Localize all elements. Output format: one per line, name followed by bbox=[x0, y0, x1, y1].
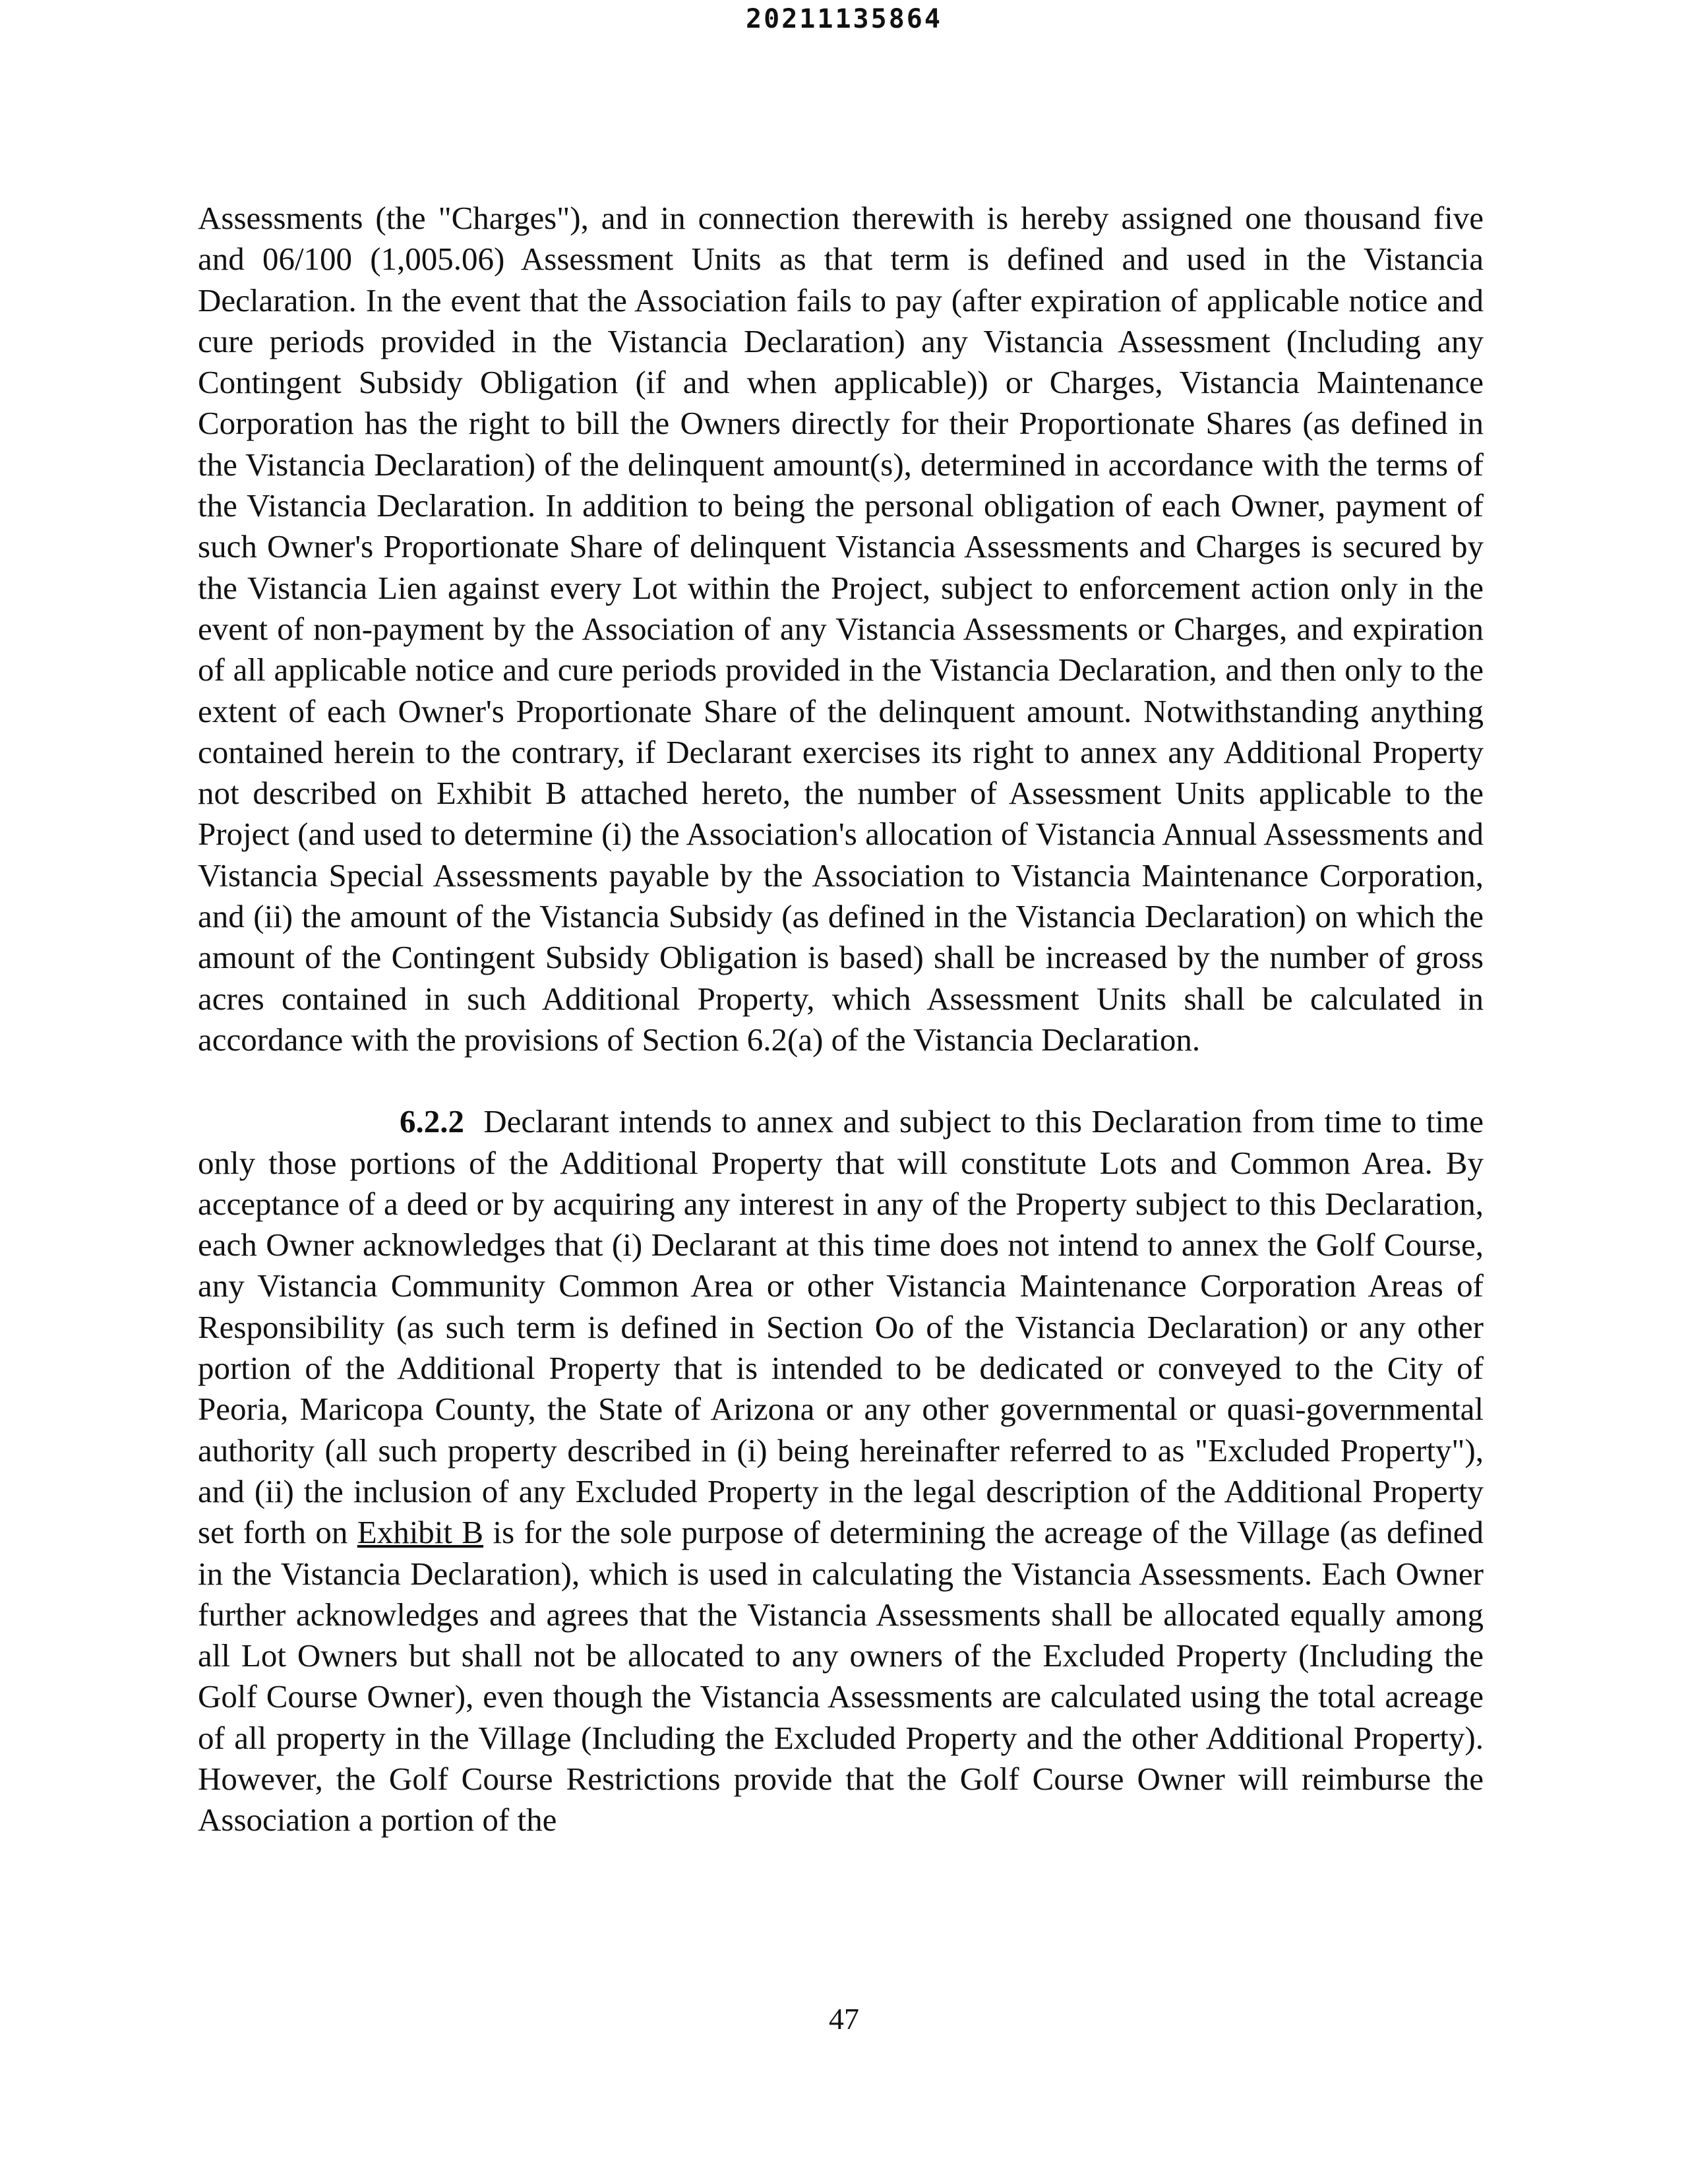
paragraph-assessment-units: Assessments (the "Charges"), and in connection therewith is hereby assigned one thousand five and 06/100 (1,005.06) Assessment Units as that term is defined and used in the Vistancia Declaration. In the event that the Association fails to pay (after expiration of applicable notice and cure periods provided in the Vistancia Declaration) any Vistancia Assessment (Including any Contingent Subsidy Obligation (if and when applicable)) or Charges, Vistancia Maintenance Corporation has the right to bill the Owners directly for their Proportionate Shares (as defined in the Vistancia Declaration) of the delinquent amount(s), determined in accordance with the terms of the Vistancia Declaration. In addition to being the personal obligation of each Owner, payment of such Owner's Proportionate Share of delinquent Vistancia Assessments and Charges is secured by the Vistancia Lien against every Lot within the Project, subject to enforcement action only in the event of non-payment by the Association of any Vistancia Assessments or Charges, and expiration of all applicable notice and cure periods provided in the Vistancia Declaration, and then only to the extent of each Owner's Proportionate Share of the delinquent amount. Notwithstanding anything contained herein to the contrary, if Declarant exercises its right to annex any Additional Property not described on Exhibit B attached hereto, the number of Assessment Units applicable to the Project (and used to determine (i) the Association's allocation of Vistancia Annual Assessments and Vistancia Special Assessments payable by the Association to Vistancia Maintenance Corporation, and (ii) the amount of the Vistancia Subsidy (as defined in the Vistancia Declaration) on which the amount of the Contingent Subsidy Obligation is based) shall be increased by the number of gross acres contained in such Additional Property, which Assessment Units shall be calculated in accordance with the provisions of Section 6.2(a) of the Vistancia Declaration. bbox=[198, 200, 1484, 1058]
exhibit-b-reference: Exhibit B bbox=[357, 1514, 484, 1551]
section-text: Declarant intends to annex and subject to this Declaration from time to time only those portions of the Additional Property that will constitute Lots and Common Area. By acceptance of a deed or by acquiring any interest in any of the Property subject to this Declaration, each Owner acknowledges that (i) Declarant at this time does not intend to annex the Golf Course, any Vistancia Community Common Area or other Vistancia Maintenance Corporation Areas of Responsibility (as such term is defined in Section Oo of the Vistancia Declaration) or any other portion of the Additional Property that is intended to be dedicated or conveyed to the City of Peoria, Maricopa County, the State of Arizona or any other governmental or quasi-governmental authority (all such property described in (i) being hereinafter referred to as "Excluded Property"), and (ii) the inclusion of any Excluded Property in the legal description of the Additional Property set forth on bbox=[198, 1103, 1484, 1551]
section-6-2-2 bbox=[198, 1101, 1484, 1840]
page-number: 47 bbox=[829, 2002, 859, 2036]
section-number: 6.2.2 bbox=[400, 1103, 464, 1140]
recording-number: 20211135864 bbox=[746, 4, 942, 34]
section-text-continued: is for the sole purpose of determining the acreage of the Village (as defined in the Vistancia Declaration), which is used in calculating the Vistancia Assessments. Each Owner further acknowledges and agrees that the Vistancia Assessments shall be allocated equally among all Lot Owners but shall not be allocated to any owners of the Excluded Property (Including the Golf Course Owner), even though the Vistancia Assessments are calculated using the total acreage of all property in the Village (Including the Excluded Property and the other Additional Property). However, the Golf Course Restrictions provide that the Golf Course Owner will reimburse the Association a portion of the bbox=[198, 1514, 1484, 1838]
document-body bbox=[198, 198, 1484, 1841]
